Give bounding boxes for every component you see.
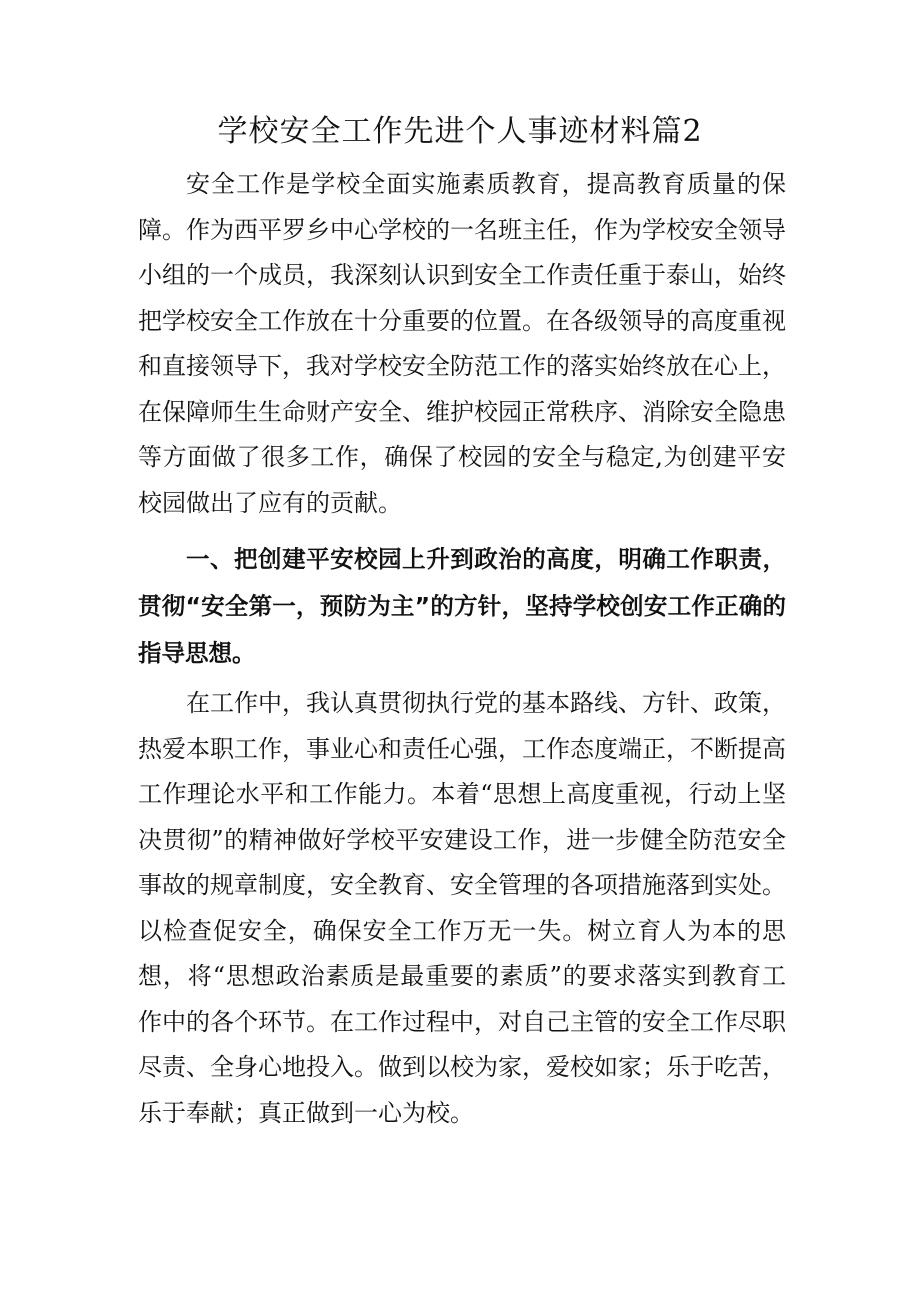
paragraph-spacer (138, 526, 786, 536)
body-paragraph-section-1: 在工作中，我认真贯彻执行党的基本路线、方针、政策，热爱本职工作，事业心和责任心强，工作态度端正，不断提高工作理论水平和工作能力。本着“思想上高度重视，行动上坚决贯彻”的精神做好学校平安建设工作，进一步健全防范安全事故的规章制度，安全教育、安全管理的各项措施落到实处。以检查促安全，确保安全工作万无一失。树立育人为本的思想，将“思想政治素质是最重要的素质”的要求落实到教育工作中的各个环节。在工作过程中，对自己主管的安全工作尽职尽责、全身心地投入。做到以校为家，爱校如家；乐于吃苦，乐于奉献；真正做到一心为校。 (138, 689, 786, 1127)
section-heading-1: 一、把创建平安校园上升到政治的高度，明确工作职责，贯彻“安全第一，预防为主”的方针，坚持学校创安工作正确的指导思想。 (138, 545, 786, 667)
document-body (138, 162, 786, 1136)
document-title: 学校安全工作先进个人事迹材料篇2 (217, 114, 703, 149)
body-paragraph-intro: 安全工作是学校全面实施素质教育，提高教育质量的保障。作为西平罗乡中心学校的一名班主任，作为学校安全领导小组的一个成员，我深刻认识到安全工作责任重于泰山，始终把学校安全工作放在十分重要的位置。在各级领导的高度重视和直接领导下，我对学校安全防范工作的落实始终放在心上，在保障师生生命财产安全、维护校园正常秩序、消除安全隐患等方面做了很多工作，确保了校园的安全与稳定,为创建平安校园做出了应有的贡献。 (138, 170, 786, 517)
